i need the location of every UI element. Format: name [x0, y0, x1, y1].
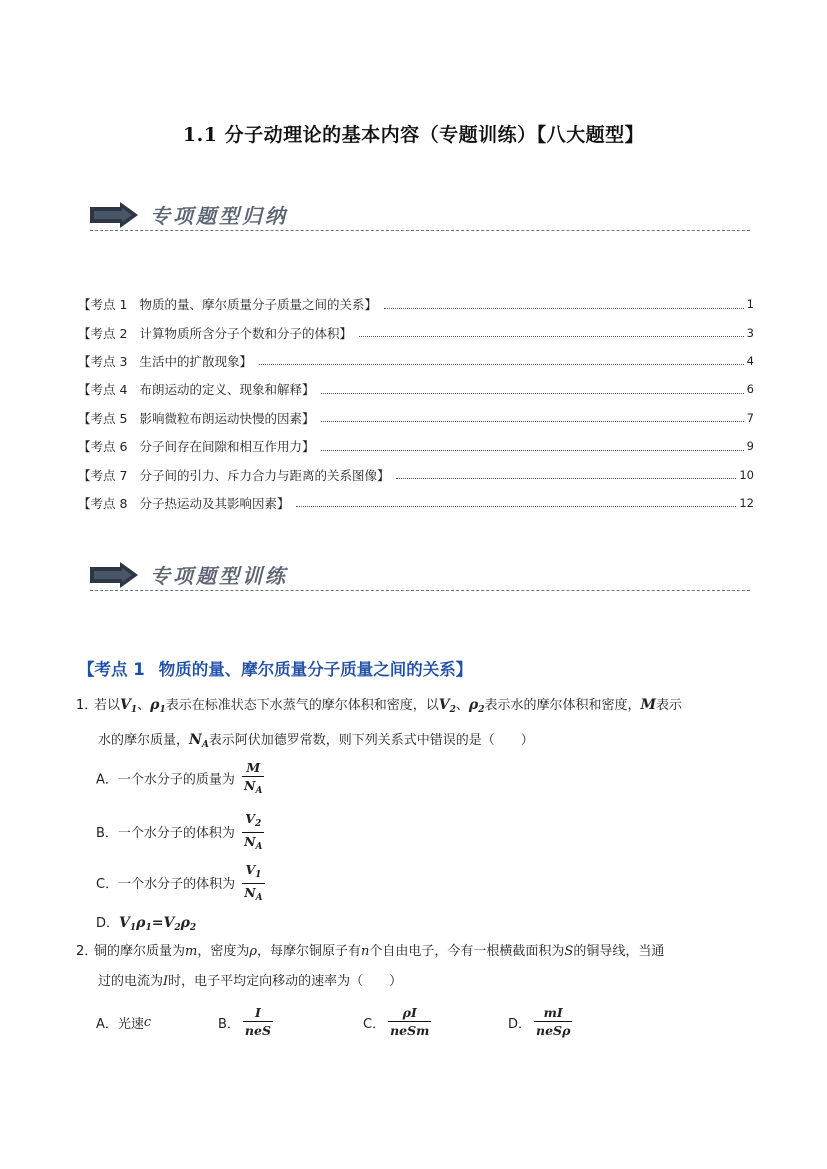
option-label: A．一个水分子的质量为	[96, 772, 235, 788]
toc-page: 7	[746, 410, 754, 425]
toc-item[interactable]	[78, 375, 754, 403]
toc-text: 分子间的引力、斥力合力与距离的关系图像】	[139, 467, 390, 483]
toc-leader	[321, 393, 743, 394]
toc-page: 9	[746, 439, 754, 454]
toc-text: 影响微粒布朗运动快慢的因素】	[139, 410, 315, 426]
q-text: 铜的摩尔质量为	[94, 944, 186, 959]
option-d[interactable]	[508, 1005, 572, 1039]
toc-leader	[259, 364, 744, 365]
var-c: c	[143, 1015, 152, 1030]
var-v2: $V_2$	[438, 697, 456, 715]
q-text: 个自由电子，今有一根横截面积为	[369, 944, 565, 959]
q-text: 表示阿伏加德罗常数，则下列关系式中错误的是（ ）	[208, 733, 534, 748]
option-label: C．	[363, 1016, 386, 1032]
q-text: 的铜导线，当通	[573, 944, 665, 959]
q-text: 表示在标准状态下水蒸气的摩尔体积和密度，以	[165, 698, 439, 713]
option-a[interactable]	[96, 760, 264, 800]
toc-leader	[321, 421, 743, 422]
toc-item[interactable]	[78, 432, 754, 460]
q-text: 、	[137, 698, 151, 713]
toc-item[interactable]	[78, 347, 754, 375]
table-of-contents	[78, 290, 754, 517]
toc-point: 【考点 4	[78, 382, 128, 398]
option-label: A．光速	[96, 1017, 144, 1032]
q-text: 表示	[656, 698, 683, 713]
toc-point: 【考点 5	[78, 410, 128, 426]
banner-divider	[90, 230, 750, 231]
option-b[interactable]	[218, 1005, 273, 1039]
toc-text: 生活中的扩散现象】	[139, 353, 252, 369]
toc-leader	[384, 308, 744, 309]
option-a[interactable]	[96, 1013, 151, 1032]
option-label: D．	[508, 1016, 532, 1032]
banner-training	[90, 558, 750, 594]
toc-point: 【考点 6	[78, 439, 128, 455]
toc-point: 【考点 1	[78, 297, 128, 313]
toc-text: 计算物质所含分子个数和分子的体积】	[139, 325, 352, 341]
option-b[interactable]	[96, 811, 264, 856]
toc-item[interactable]	[78, 460, 754, 488]
toc-page: 6	[746, 382, 754, 397]
question-2	[76, 937, 756, 997]
toc-leader	[396, 478, 736, 479]
question-1	[76, 690, 756, 760]
q-text: 过的电流为	[98, 974, 164, 989]
q-text: 水的摩尔质量，	[98, 733, 190, 748]
toc-page: 10	[739, 467, 754, 482]
fraction: $\frac{V_2}{N_A}$	[242, 811, 264, 856]
var-m: m	[185, 944, 198, 959]
fraction: $\frac{I}{\text{neS}}$	[244, 1005, 271, 1038]
section-heading	[78, 656, 472, 680]
toc-point: 【考点 8	[78, 495, 128, 511]
question-1-line-1	[76, 690, 756, 725]
question-1-line-2	[76, 725, 756, 760]
toc-item[interactable]	[78, 318, 754, 346]
toc-leader	[296, 506, 736, 507]
toc-page: 1	[746, 297, 754, 312]
toc-item[interactable]	[78, 489, 754, 517]
toc-point: 【考点 7	[78, 467, 128, 483]
question-number: 1．	[76, 698, 98, 713]
q-text: 表示水的摩尔体积和密度，	[484, 698, 641, 713]
toc-leader	[321, 450, 743, 451]
var-rho2: $\rho_2$	[468, 697, 485, 715]
option-label: D．	[96, 916, 120, 931]
toc-text: 布朗运动的定义、现象和解释】	[139, 382, 315, 398]
toc-leader	[359, 336, 744, 337]
var-rho: ρ	[249, 944, 258, 959]
var-n: n	[361, 944, 370, 959]
option-label: B．	[218, 1016, 240, 1032]
toc-point: 【考点 3	[78, 353, 128, 369]
var-s: S	[564, 944, 574, 959]
q-text: 若以	[94, 698, 121, 713]
q-text: 时，电子平均定向移动的速率为（ ）	[168, 974, 403, 989]
var-i: I	[163, 974, 169, 989]
section-point: 【考点 1	[78, 660, 145, 679]
question-2-line-2	[76, 967, 756, 997]
toc-item[interactable]	[78, 290, 754, 318]
option-label: B．一个水分子的体积为	[96, 826, 235, 841]
banner-training-text: 专项题型训练	[150, 564, 288, 588]
banner-summary	[90, 198, 750, 234]
equation: $V_1\rho_1=V_2\rho_2$	[119, 915, 197, 933]
option-c[interactable]	[363, 1005, 431, 1039]
toc-text: 分子间存在间隙和相互作用力】	[139, 439, 315, 455]
var-na: $N_A$	[189, 732, 209, 750]
fraction: $\frac{\rho I}{\text{neSm}}$	[390, 1005, 430, 1038]
question-number: 2．	[76, 944, 98, 959]
q-text: ，每摩尔铜原子有	[257, 944, 362, 959]
option-c[interactable]	[96, 862, 265, 907]
toc-item[interactable]	[78, 404, 754, 432]
arrow-right-icon	[90, 202, 138, 228]
q-text: 、	[455, 698, 469, 713]
arrow-right-icon	[90, 562, 138, 588]
option-d[interactable]	[96, 912, 196, 933]
fraction: $\frac{mI}{\text{neSρ}}$	[536, 1005, 571, 1038]
question-2-line-1	[76, 937, 756, 967]
q-text: ，密度为	[197, 944, 250, 959]
banner-divider	[90, 590, 750, 591]
fraction: $\frac{V_1}{N_A}$	[242, 862, 264, 907]
toc-page: 12	[739, 495, 754, 510]
section-text: 物质的量、摩尔质量分子质量之间的关系】	[158, 660, 473, 679]
banner-summary-text: 专项题型归纳	[150, 204, 288, 228]
var-rho1: $\rho_1$	[150, 697, 166, 715]
toc-text: 物质的量、摩尔质量分子质量之间的关系】	[139, 297, 377, 313]
page-title: 1.1 分子动理论的基本内容（专题训练）【八大题型】	[182, 124, 645, 146]
toc-page: 3	[746, 325, 754, 340]
toc-page: 4	[746, 353, 754, 368]
fraction: $\frac{M}{N_A}$	[242, 760, 264, 800]
toc-text: 分子热运动及其影响因素】	[139, 495, 290, 511]
var-v1: $V_1$	[120, 697, 138, 715]
toc-point: 【考点 2	[78, 325, 128, 341]
var-m: M	[640, 697, 657, 713]
option-label: C．一个水分子的体积为	[96, 877, 236, 892]
